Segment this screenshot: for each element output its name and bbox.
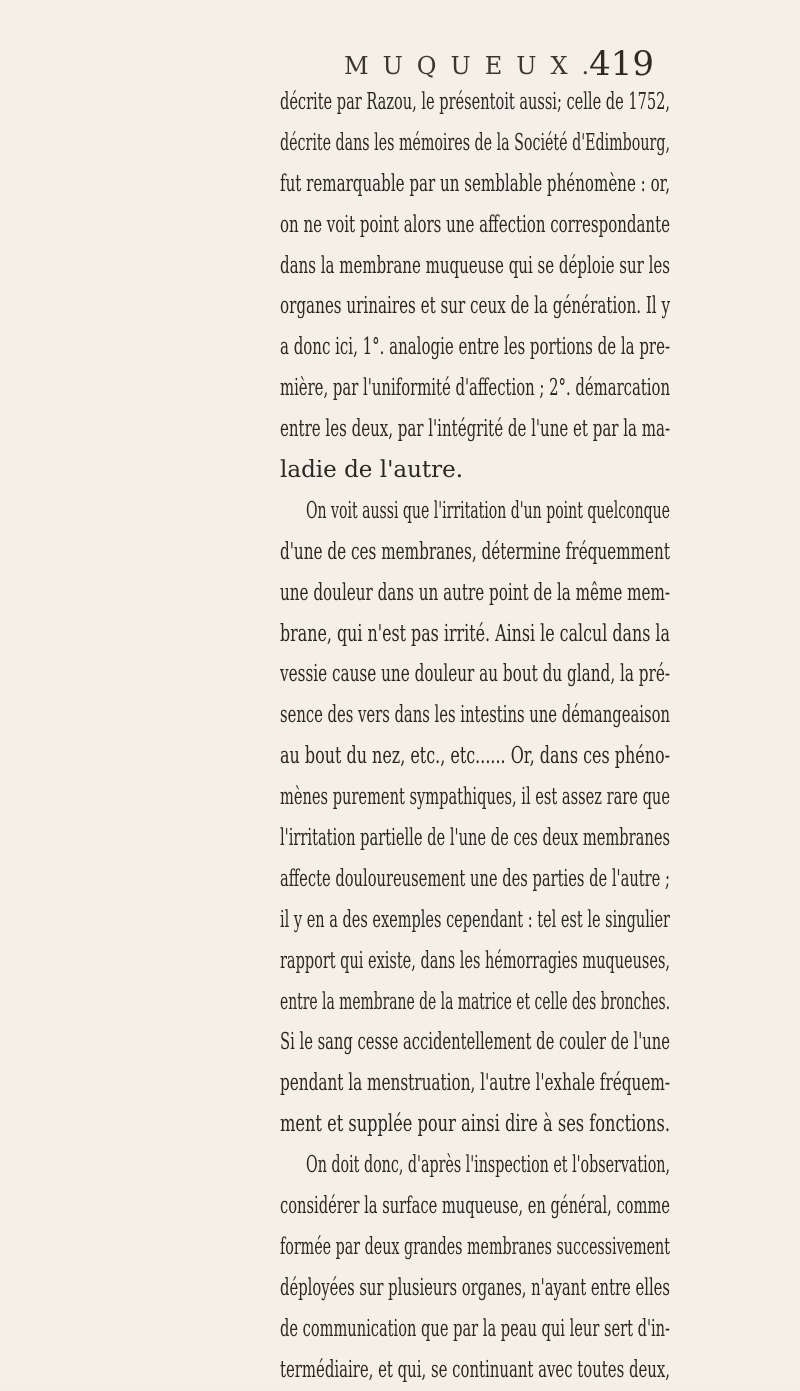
running-title: MUQUEUX. [344,52,604,80]
text-line: termédiaire, et qui, se continuant avec toutes deux, [280,1356,671,1383]
body-text [280,82,670,1391]
text-line: pendant la menstruation, l'autre l'exhale fréquem- [280,1070,670,1097]
text-line: déployées sur plusieurs organes, n'ayant entre elles [280,1274,670,1301]
paragraph-start-line: On doit donc, d'après l'inspection et l'observation, [306,1152,670,1179]
text-line: mière, par l'uniformité d'affection ; 2°. démarcation [280,375,671,402]
text-line: une douleur dans un autre point de la même mem- [280,579,671,606]
paragraph-start-line: On voit aussi que l'irritation d'un point quelconque [306,497,671,524]
text-line: rapport qui existe, dans les hémorragies muqueuses, [280,947,670,974]
text-line: il y en a des exemples cependant : tel est le singulier [280,906,670,933]
text-line: de communication que par la peau qui leur sert d'in- [280,1315,670,1342]
text-line: au bout du nez, etc., etc...... Or, dans ces phéno- [280,743,670,770]
text-line: affecte douloureusement une des parties de l'autre ; [280,865,670,892]
text-line: vessie cause une douleur au bout du gland, la pré- [280,661,671,688]
text-line: fut remarquable par un semblable phénomène : or, [280,170,671,197]
text-line: Si le sang cesse accidentellement de couler de l'une [280,1029,670,1056]
text-line: ladie de l'autre. [280,457,464,484]
text-line: mènes purement sympathiques, il est assez rare que [280,784,670,811]
text-line: sence des vers dans les intestins une démangeaison [280,702,670,729]
text-line: formée par deux grandes membranes successivement [280,1233,670,1260]
text-line: brane, qui n'est pas irrité. Ainsi le calcul dans la [280,620,670,647]
text-line: organes urinaires et sur ceux de la génération. Il y [280,293,671,320]
text-line: d'une de ces membranes, détermine fréquemment [280,538,670,565]
text-line: entre les deux, par l'intégrité de l'une et par la ma- [280,416,671,443]
text-line: l'irritation partielle de l'une de ces deux membranes [280,825,670,852]
text-line: décrite dans les mémoires de la Société d'Edimbourg, [280,129,670,156]
text-line: considérer la surface muqueuse, en général, comme [280,1193,670,1220]
text-line: décrite par Razou, le présentoit aussi; celle de 1752, [280,89,671,115]
text-line: on ne voit point alors une affection correspondante [280,211,670,238]
text-line: a donc ici, 1°. analogie entre les portions de la pre- [280,334,671,361]
text-line: ment et supplée pour ainsi dire à ses fonctions. [280,1111,670,1138]
text-line: entre la membrane de la matrice et celle des bronches. [280,988,671,1015]
text-line: dans la membrane muqueuse qui se déploie sur les [280,252,670,279]
page-number: 419 [589,44,654,84]
